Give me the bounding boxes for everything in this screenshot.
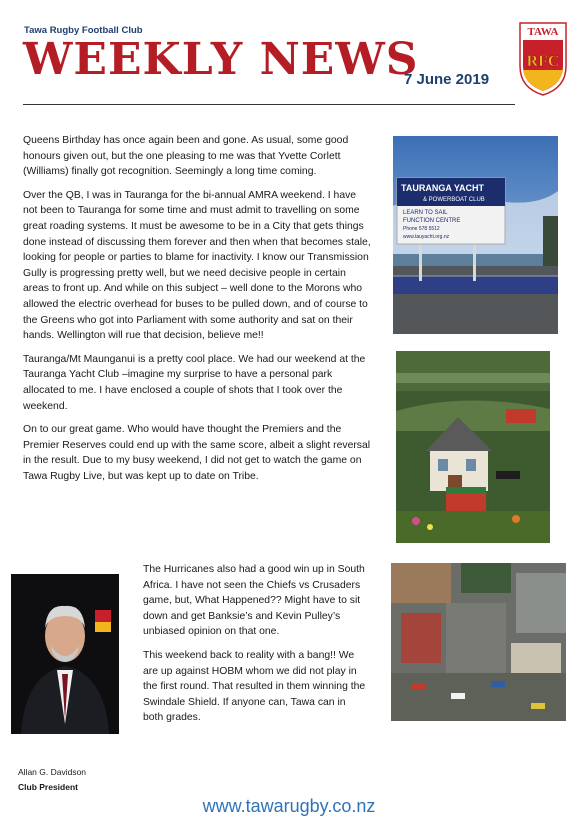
logo-top-text: TAWA	[527, 26, 559, 38]
article-paragraph: Over the QB, I was in Tauranga for the bi-annual AMRA weekend. I have not been to Tauranga for some time and must admit to travelling on some great roading systems. It must be awesome to be in a City that gets things done instead of discussing them forever and then when that becomes stale, looking for people or parties to blame for inactivity. I know our Transmission Gully is progressing pretty well, but we need decisive people in certain areas to front up. And while on this subject – well done to the Morons who allowed the electric overhead for buses to be pulled down, and of course to the Greens who got into Parliament with some authority and sat on their hands. Wellington will rue that decision, believe me!!	[23, 189, 371, 342]
signature-name: Allan G. Davidson	[18, 767, 87, 777]
issue-date: 7 June 2019	[404, 71, 490, 88]
sign-line-6: www.tauyacht.org.nz	[403, 234, 450, 240]
logo-monogram: RFC	[526, 53, 560, 70]
sign-line-2: & POWERBOAT CLUB	[423, 197, 485, 203]
model-house-photo	[396, 351, 550, 543]
sign-line-3: LEARN TO SAIL	[403, 210, 448, 216]
article-paragraph: The Hurricanes also had a good win up in South Africa. I have not seen the Chiefs vs Crusaders game, but, What Happened?? Might have to sit down and get Banksie’s and Kevin Pulley’s unbiased opinion on that one.	[143, 564, 365, 638]
newsletter-title: WEEKLY NEWS	[23, 34, 419, 85]
sign-line-4: FUNCTION CENTRE	[403, 218, 461, 224]
club-name: Tawa Rugby Football Club	[24, 25, 143, 36]
sign-line-1: TAURANGA YACHT	[401, 183, 485, 193]
article-column	[23, 133, 371, 492]
article-paragraph: Tauranga/Mt Maunganui is a pretty cool place. We had our weekend at the Tauranga Yacht Club –imagine my surprise to have a personal park allocated to me. I have enclosed a couple of shots that I took over the weekend.	[23, 353, 366, 412]
article-paragraph: On to our great game. Who would have thought the Premiers and the Premier Reserves could end up with the same score, albeit a slight reversal in the result. Due to my busy weekend, I did not get to watch the game on Tawa Rugby Live, but was kept up to date on Tribe.	[23, 424, 371, 482]
club-logo	[519, 22, 567, 96]
header-rule	[23, 104, 515, 105]
website-link[interactable]: www.tawarugby.co.nz	[202, 796, 376, 816]
signature-role: Club President	[18, 782, 78, 792]
sign-line-5: Phone 578 5512	[403, 226, 440, 232]
model-city-photo	[391, 563, 566, 721]
yacht-club-photo	[393, 136, 558, 334]
article-paragraph: Queens Birthday has once again been and gone. As usual, some good honours given out, but the one pleasing to me was that Yvette Corlett (Williams) finally got recognition. Seemingly a long time coming.	[23, 135, 349, 178]
president-portrait	[11, 574, 119, 734]
article-paragraph: This weekend back to reality with a bang!! We are up against HOBM whom we did not play in the first round. That resulted in them winning the Swindale Shield. If anyone can, Tawa can in both grades.	[143, 649, 366, 724]
